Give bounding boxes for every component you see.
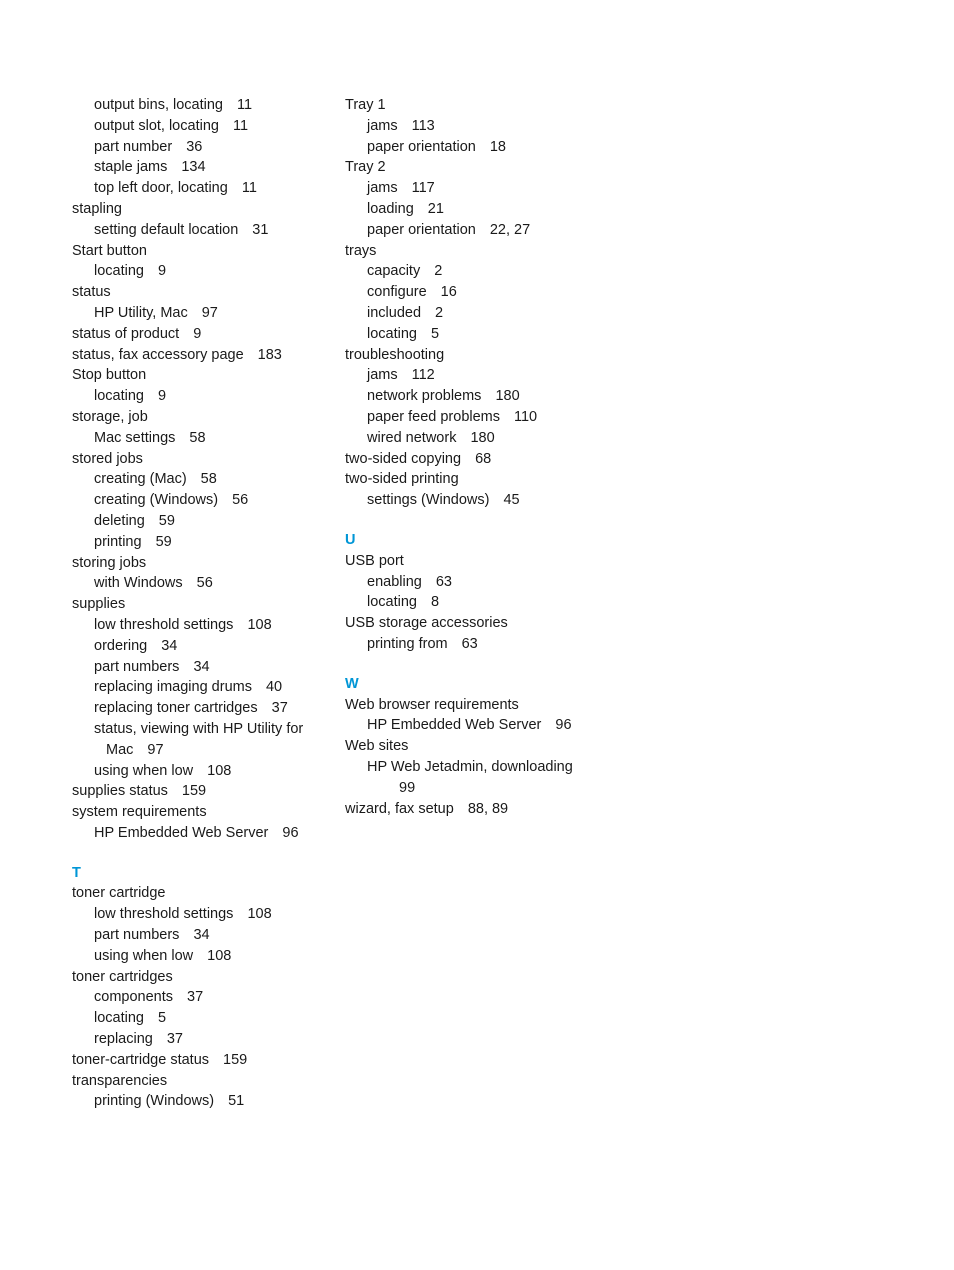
index-term: trays — [345, 242, 377, 259]
page-reference[interactable]: 159 — [181, 783, 207, 800]
index-term: HP Utility, Mac — [94, 304, 188, 321]
index-subentry-creating-windows — [72, 490, 332, 511]
index-term: output bins, locating — [94, 97, 223, 113]
index-term: two-sided printing — [345, 471, 459, 488]
index-entry-trays — [345, 241, 605, 262]
index-term: transparencies — [72, 1072, 168, 1089]
index-subentry-jams — [345, 365, 605, 386]
index-term: low threshold settings — [94, 616, 234, 633]
index-term: paper feed problems — [367, 408, 500, 425]
index-subentry-capacity — [345, 261, 605, 282]
page-reference[interactable]: 58 — [200, 471, 217, 488]
index-term: HP Web Jetadmin, downloading — [367, 758, 573, 775]
index-subentry-wired-network — [345, 428, 605, 449]
page-reference[interactable]: 108 — [247, 906, 272, 923]
index-term: part numbers — [94, 658, 180, 675]
index-term: wizard, fax setup — [345, 800, 454, 817]
index-term: creating (Mac) — [94, 471, 187, 488]
page-reference[interactable]: 2 — [434, 263, 443, 280]
index-subentry-creating-mac — [72, 469, 332, 490]
page-reference[interactable]: 99 — [399, 779, 416, 796]
page-reference[interactable]: 88, 89 — [467, 800, 509, 817]
index-term: supplies — [72, 596, 126, 613]
index-entry-storing-jobs — [72, 553, 332, 574]
index-entry-troubleshooting — [345, 345, 605, 366]
index-entry-usb-port — [345, 551, 605, 572]
index-column-right — [345, 95, 605, 819]
page-reference[interactable]: 18 — [489, 138, 506, 155]
index-subentry-ordering — [72, 636, 332, 657]
index-entry-supplies-status — [72, 781, 332, 802]
index-subentry-part-number — [72, 137, 332, 158]
page-reference[interactable]: 110 — [514, 408, 538, 425]
page-reference[interactable]: 59 — [158, 512, 175, 529]
index-subentry-with-windows — [72, 573, 332, 594]
index-subentry-top-left-door-locating — [72, 178, 332, 199]
index-term: toner-cartridge status — [72, 1051, 210, 1068]
index-entry-wizard-fax-setup — [345, 799, 605, 820]
index-subentry-jams — [345, 178, 605, 199]
page-reference[interactable]: 9 — [193, 325, 202, 342]
index-entry-status-of-product — [72, 324, 332, 345]
index-subentry-loading — [345, 199, 605, 220]
index-entry-start-button — [72, 241, 332, 262]
page-reference[interactable]: 58 — [189, 429, 206, 446]
index-subentry-jams — [345, 116, 605, 137]
page-reference[interactable]: 5 — [430, 325, 440, 342]
page-reference[interactable]: 37 — [166, 1031, 183, 1048]
index-subentry-output-bins-locating — [72, 95, 332, 116]
index-term: settings (Windows) — [367, 492, 490, 509]
index-term: stapling — [72, 200, 122, 217]
index-term: components — [94, 989, 173, 1006]
index-term: printing from — [367, 635, 448, 652]
index-term: paper orientation — [367, 221, 476, 238]
index-entry-tray-2 — [345, 157, 605, 178]
index-term: locating — [94, 263, 144, 280]
index-term: with Windows — [94, 575, 183, 592]
index-term: jams — [367, 117, 398, 134]
page-reference[interactable]: 37 — [271, 700, 288, 717]
index-entry-tray-1 — [345, 95, 605, 116]
index-entry-two-sided-copying — [345, 449, 605, 470]
index-term: network problems — [367, 388, 482, 405]
index-subentry-printing — [72, 532, 332, 553]
index-subentry-deleting — [72, 511, 332, 532]
page-reference[interactable]: 8 — [430, 594, 440, 611]
index-term: ordering — [94, 637, 148, 654]
index-entry-stored-jobs — [72, 449, 332, 470]
index-entry-supplies — [72, 594, 332, 615]
index-term: status, viewing with HP Utility for — [94, 720, 304, 737]
index-term: replacing imaging drums — [94, 679, 252, 696]
page-reference[interactable]: 9 — [157, 263, 167, 280]
index-entry-stapling — [72, 199, 332, 220]
index-subentry-locating — [345, 592, 605, 613]
index-term: top left door, locating — [94, 180, 228, 197]
index-subentry-hp-embedded-web-server — [345, 715, 605, 736]
page-reference[interactable]: 108 — [247, 616, 272, 633]
page-reference[interactable]: 108 — [207, 947, 232, 964]
index-subentry-settings-windows — [345, 490, 605, 511]
index-term: part number — [94, 138, 173, 155]
index-term: replacing — [94, 1031, 153, 1048]
section-letter-w: W — [345, 675, 359, 692]
page-reference[interactable]: 11 — [241, 180, 257, 197]
index-term: printing (Windows) — [94, 1093, 215, 1110]
index-subentry-output-slot-locating — [72, 116, 332, 137]
page-reference[interactable]: 51 — [228, 1093, 245, 1110]
index-subentry-hp-utility-mac — [72, 303, 332, 324]
index-term: locating — [94, 388, 144, 405]
index-term: Web browser requirements — [345, 696, 519, 713]
page-reference[interactable]: 97 — [201, 304, 218, 321]
index-subentry-paper-feed-problems — [345, 407, 605, 428]
index-entry-toner-cartridge-status — [72, 1050, 332, 1071]
index-term: locating — [367, 594, 417, 611]
index-entry-stop-button — [72, 365, 332, 386]
index-term: jams — [367, 367, 398, 384]
page-reference[interactable]: 108 — [207, 762, 232, 779]
page-reference[interactable]: 97 — [147, 741, 164, 758]
index-term: status, fax accessory page — [72, 346, 244, 363]
section-letter-u: U — [345, 531, 356, 548]
index-subentry-locating — [72, 1008, 332, 1029]
page-reference[interactable]: 134 — [181, 159, 206, 176]
index-term: using when low — [94, 762, 194, 779]
index-subentry-status-viewing-with-hp-utility-for — [72, 719, 332, 761]
index-subentry-enabling — [345, 572, 605, 593]
index-subentry-paper-orientation — [345, 220, 605, 241]
section-letter-t: T — [72, 864, 81, 881]
index-subentry-included — [345, 303, 605, 324]
index-term: HP Embedded Web Server — [94, 824, 269, 841]
index-term: part numbers — [94, 927, 180, 944]
index-subentry-setting-default-location — [72, 220, 332, 241]
index-term: deleting — [94, 512, 145, 529]
page-reference[interactable]: 34 — [161, 637, 178, 654]
page-reference[interactable]: 16 — [440, 284, 457, 301]
index-subentry-configure — [345, 282, 605, 303]
index-term: Web sites — [345, 738, 409, 755]
index-term: supplies status — [72, 783, 168, 800]
index-term: paper orientation — [367, 138, 476, 155]
page-reference[interactable]: 2 — [435, 304, 444, 321]
index-subentry-part-numbers — [72, 925, 332, 946]
index-subentry-locating — [72, 386, 332, 407]
page-reference[interactable]: 180 — [470, 429, 495, 446]
index-term: printing — [94, 533, 142, 550]
index-entry-transparencies — [72, 1071, 332, 1092]
index-term: USB port — [345, 552, 404, 569]
index-term: Tray 2 — [345, 159, 386, 176]
page-reference[interactable]: 22, 27 — [489, 221, 531, 238]
index-term: enabling — [367, 573, 422, 590]
page-reference[interactable]: 56 — [196, 575, 213, 592]
page-reference[interactable]: 113 — [411, 117, 435, 134]
page-reference[interactable]: 9 — [157, 388, 167, 405]
index-subentry-printing-from — [345, 634, 605, 655]
page-reference[interactable]: 96 — [282, 824, 299, 841]
index-entry-web-browser-requirements — [345, 695, 605, 716]
index-subentry-low-threshold-settings — [72, 904, 332, 925]
index-term: wired network — [367, 429, 457, 446]
index-subentry-replacing — [72, 1029, 332, 1050]
index-term: troubleshooting — [345, 346, 445, 363]
index-term: status of product — [72, 325, 180, 342]
index-term: two-sided copying — [345, 450, 462, 467]
index-subentry-using-when-low — [72, 761, 332, 782]
page-reference[interactable]: 40 — [265, 679, 283, 696]
page-reference[interactable]: 63 — [461, 635, 478, 652]
page-reference[interactable]: 21 — [427, 200, 444, 217]
index-subentry-staple-jams — [72, 157, 332, 178]
page-reference[interactable]: 31 — [252, 221, 269, 238]
index-subentry-replacing-imaging-drums — [72, 677, 332, 698]
index-term: low threshold settings — [94, 906, 234, 923]
index-term: locating — [94, 1010, 144, 1027]
index-term: loading — [367, 200, 414, 217]
page-reference[interactable]: 117 — [411, 180, 435, 197]
index-term: storing jobs — [72, 554, 147, 571]
index-entry-toner-cartridge — [72, 883, 332, 904]
page-reference[interactable]: 68 — [475, 450, 492, 467]
page-reference[interactable]: 11 — [232, 117, 249, 134]
index-subentry-using-when-low — [72, 946, 332, 967]
page-reference[interactable]: 37 — [187, 989, 204, 1006]
index-term: USB storage accessories — [345, 615, 508, 632]
index-subentry-network-problems — [345, 386, 605, 407]
index-entry-web-sites — [345, 736, 605, 757]
index-subentry-low-threshold-settings — [72, 615, 332, 636]
index-entry-two-sided-printing — [345, 469, 605, 490]
index-subentry-replacing-toner-cartridges — [72, 698, 332, 719]
index-term: output slot, locating — [94, 117, 219, 134]
index-entry-status-fax-accessory-page — [72, 345, 332, 366]
page-reference[interactable]: 96 — [555, 717, 572, 734]
index-subentry-printing-windows — [72, 1091, 332, 1112]
index-term: stored jobs — [72, 450, 143, 467]
index-subentry-locating — [72, 261, 332, 282]
index-term: Start button — [72, 242, 147, 259]
index-term: replacing toner cartridges — [94, 700, 258, 717]
index-entry-toner-cartridges — [72, 967, 332, 988]
index-term: configure — [367, 284, 427, 301]
index-subentry-paper-orientation — [345, 137, 605, 158]
index-term: Tray 1 — [345, 97, 386, 113]
index-entry-status — [72, 282, 332, 303]
index-entry-system-requirements — [72, 802, 332, 823]
page-reference[interactable]: 5 — [157, 1010, 167, 1027]
index-entry-storage-job — [72, 407, 332, 428]
page-reference[interactable]: 34 — [193, 927, 210, 944]
index-term: HP Embedded Web Server — [367, 717, 542, 734]
page-reference[interactable]: 36 — [186, 138, 203, 155]
index-term: toner cartridges — [72, 968, 173, 985]
index-term: toner cartridge — [72, 885, 166, 902]
index-term: creating (Windows) — [94, 492, 219, 509]
index-term: storage, job — [72, 408, 148, 425]
page-reference[interactable]: 56 — [232, 492, 249, 509]
index-term: using when low — [94, 947, 194, 964]
page-reference[interactable]: 183 — [257, 346, 282, 363]
page-reference[interactable]: 112 — [411, 367, 435, 384]
index-term: jams — [367, 180, 398, 197]
index-subentry-mac-settings — [72, 428, 332, 449]
index-term: system requirements — [72, 804, 207, 821]
index-subentry-locating — [345, 324, 605, 345]
index-subentry-hp-embedded-web-server — [72, 823, 332, 844]
index-term: Mac settings — [94, 429, 176, 446]
page-reference[interactable]: 159 — [223, 1051, 248, 1068]
page-reference[interactable]: 34 — [193, 658, 210, 675]
index-column-left — [72, 95, 332, 1112]
page-reference[interactable]: 180 — [495, 388, 520, 405]
index-term-continuation: Mac — [106, 741, 134, 758]
page-reference[interactable]: 59 — [155, 533, 172, 550]
index-subentry-hp-web-jetadmin-downloading — [345, 757, 605, 799]
index-term: capacity — [367, 263, 421, 280]
index-entry-usb-storage-accessories — [345, 613, 605, 634]
index-term: locating — [367, 325, 417, 342]
index-subentry-components — [72, 987, 332, 1008]
page-reference[interactable]: 11 — [236, 97, 253, 113]
page-reference[interactable]: 45 — [503, 492, 520, 509]
index-term: staple jams — [94, 159, 168, 176]
page-reference[interactable]: 63 — [435, 573, 452, 590]
index-term: included — [367, 304, 422, 321]
index-term: Stop button — [72, 367, 147, 384]
index-term: status — [72, 284, 111, 301]
index-term: setting default location — [94, 221, 239, 238]
index-subentry-part-numbers — [72, 657, 332, 678]
